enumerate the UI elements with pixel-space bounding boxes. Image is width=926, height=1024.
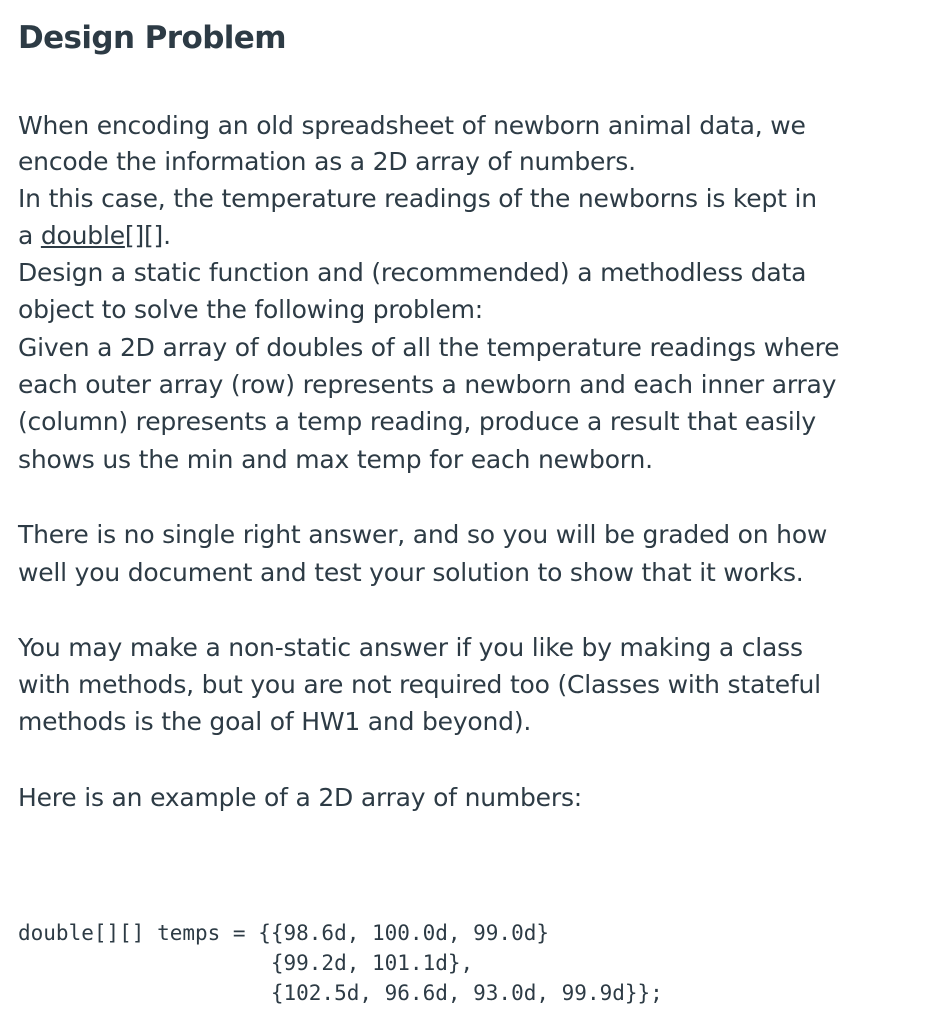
page-title: Design Problem — [18, 20, 286, 56]
text-line: encode the information as a 2D array of numbers. — [18, 147, 636, 176]
text-line: There is no single right answer, and so you will be graded on how — [18, 520, 828, 549]
text-line: each outer array (row) represents a newborn and each inner array — [18, 370, 837, 399]
text-line: Here is an example of a 2D array of numbers: — [18, 783, 582, 812]
text-line: When encoding an old spreadsheet of newborn animal data, we — [18, 111, 806, 140]
code-line: {102.5d, 96.6d, 93.0d, 99.9d}}; — [18, 981, 663, 1005]
double-link[interactable]: double — [40, 221, 125, 250]
text-line: In this case, the temperature readings of the newborns is kept in — [18, 184, 817, 213]
code-line: double[][] temps = {{98.6d, 100.0d, 99.0d} — [18, 921, 550, 945]
text-line: You may make a non-static answer if you like by making a class — [18, 633, 803, 662]
text-line: methods is the goal of HW1 and beyond). — [18, 707, 532, 736]
text-line: Given a 2D array of doubles of all the temperature readings where — [18, 333, 840, 362]
text-line: shows us the min and max temp for each newborn. — [18, 445, 653, 474]
text-line: with methods, but you are not required too (Classes with stateful — [18, 670, 821, 699]
text-line: Design a static function and (recommended) a methodless data — [18, 258, 807, 287]
code-line: {99.2d, 101.1d}, — [18, 951, 474, 975]
text-line: object to solve the following problem: — [18, 295, 483, 324]
text-line: well you document and test your solution to show that it works. — [18, 558, 804, 587]
text: [][]. — [124, 221, 171, 250]
text: a — [18, 221, 41, 250]
code-block — [18, 918, 663, 1008]
text-line: (column) represents a temp reading, produce a result that easily — [18, 407, 817, 436]
text-line — [18, 219, 171, 253]
